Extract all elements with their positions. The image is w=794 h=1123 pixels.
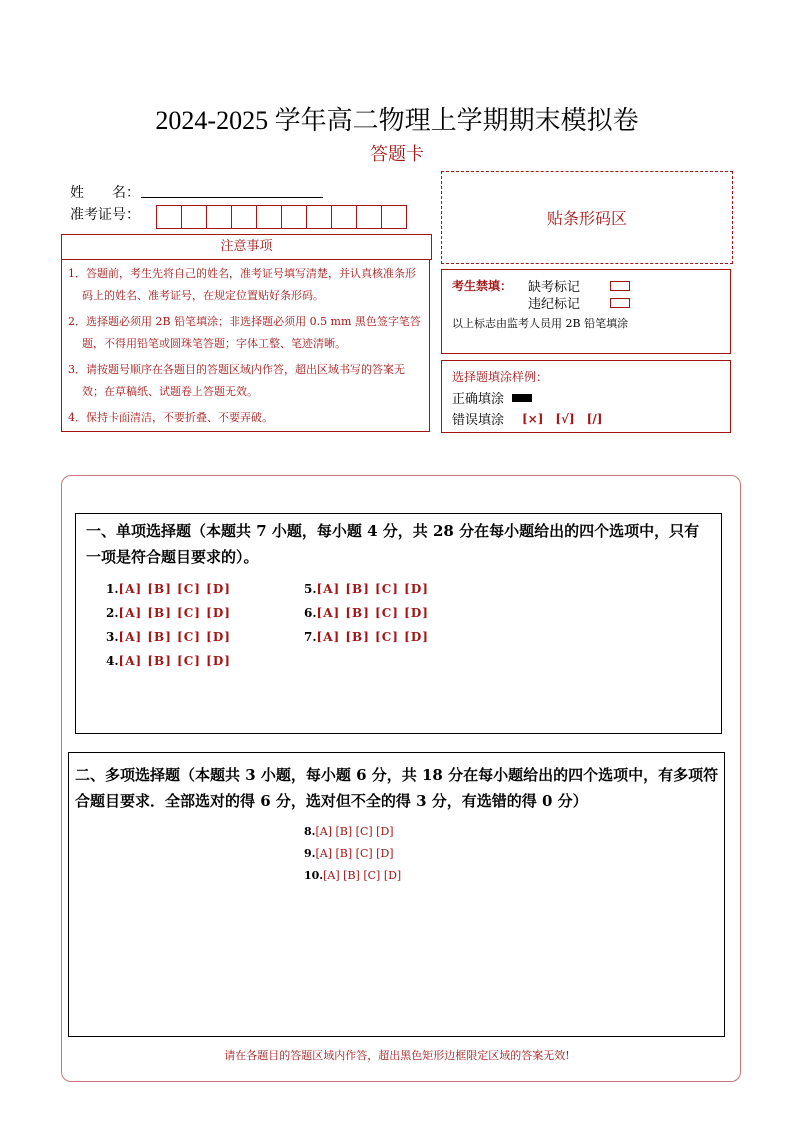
question-row[interactable]: 9.[A] [B] [C] [D]: [304, 847, 394, 860]
violation-label: 违纪标记: [528, 297, 581, 312]
forbidden-label: 考生禁填：: [452, 279, 513, 293]
barcode-area: [441, 171, 733, 264]
barcode-label: 贴条形码区: [546, 209, 627, 228]
section2-title: 二、多项选择题（本题共 3 小题，每小题 6 分，共 18 分在每小题给出的四个选项中，有多项符合题目要求．全部选对的得 6 分，选对但不全的得 3 分，有选错的得 0 分）: [75, 766, 719, 810]
name-label: 姓 名：: [70, 185, 140, 201]
id-digit-box[interactable]: [357, 206, 382, 228]
answer-options[interactable]: [A] [B] [C] [D]: [323, 869, 402, 882]
correct-fill-label: 正确填涂: [452, 392, 505, 407]
id-digit-box[interactable]: [207, 206, 232, 228]
forbidden-box: [441, 269, 731, 354]
page-title: 2024-2025 学年高二物理上学期期末模拟卷: [155, 106, 639, 135]
question-row[interactable]: 2.[A] [B] [C] [D]: [106, 606, 231, 620]
question-row[interactable]: 5.[A] [B] [C] [D]: [304, 582, 429, 596]
absent-label: 缺考标记: [528, 280, 581, 295]
section-single-choice: [75, 513, 722, 734]
page-subtitle: 答题卡: [370, 144, 424, 165]
answer-options[interactable]: [A] [B] [C] [D]: [118, 630, 231, 644]
exam-id-boxes[interactable]: [156, 205, 407, 229]
question-row[interactable]: 8.[A] [B] [C] [D]: [304, 825, 394, 838]
answer-options[interactable]: [A] [B] [C] [D]: [316, 630, 429, 644]
notice-heading: 注意事项: [61, 234, 432, 260]
section-multi-choice: [68, 752, 725, 1037]
id-digit-box[interactable]: [307, 206, 332, 228]
section1-title: 一、单项选择题（本题共 7 小题，每小题 4 分，共 28 分在每小题给出的四个选项中，只有一项是符合题目要求的）。: [86, 522, 700, 566]
answer-options[interactable]: [A] [B] [C] [D]: [118, 654, 231, 668]
id-digit-box[interactable]: [157, 206, 182, 228]
id-label: 准考证号：: [70, 207, 140, 223]
name-field[interactable]: [141, 197, 323, 198]
answer-options[interactable]: [A] [B] [C] [D]: [316, 582, 429, 596]
forbidden-note: 以上标志由监考人员用 2B 铅笔填涂: [452, 317, 629, 330]
notice-item: 3．请按题号顺序在各题目的答题区域内作答，超出区域书写的答案无效；在草稿纸、试题卷上答题无效。: [68, 363, 405, 398]
notice-list: [61, 259, 430, 432]
fill-sample-heading: 选择题填涂样例：: [452, 370, 549, 384]
notice-item: 2．选择题必须用 2B 铅笔填涂；非选择题必须用 0.5 mm 黑色签字笔答题，不得用铅笔或圆珠笔答题；字体工整、笔迹清晰。: [68, 315, 421, 350]
question-row[interactable]: 4.[A] [B] [C] [D]: [106, 654, 231, 668]
answer-options[interactable]: [A] [B] [C] [D]: [316, 606, 429, 620]
answer-options[interactable]: [A] [B] [C] [D]: [118, 606, 231, 620]
answer-options[interactable]: [A] [B] [C] [D]: [315, 847, 394, 860]
answer-options[interactable]: [A] [B] [C] [D]: [118, 582, 231, 596]
wrong-fill-label: 错误填涂: [452, 413, 505, 428]
violation-mark-box[interactable]: [610, 298, 630, 308]
answer-options[interactable]: [A] [B] [C] [D]: [315, 825, 394, 838]
absent-mark-box[interactable]: [610, 281, 630, 291]
footer-warning: 请在各题目的答题区域内作答，超出黑色矩形边框限定区域的答案无效!: [224, 1049, 570, 1062]
id-digit-box[interactable]: [232, 206, 257, 228]
id-digit-box[interactable]: [332, 206, 357, 228]
id-digit-box[interactable]: [282, 206, 307, 228]
correct-fill-sample: [512, 394, 532, 402]
id-digit-box[interactable]: [257, 206, 282, 228]
question-row[interactable]: 7.[A] [B] [C] [D]: [304, 630, 429, 644]
question-row[interactable]: 10.[A] [B] [C] [D]: [304, 869, 402, 882]
id-digit-box[interactable]: [182, 206, 207, 228]
notice-item: 1．答题前，考生先将自己的姓名，准考证号填写清楚，并认真核准条形码上的姓名、准考证号，在规定位置贴好条形码。: [68, 267, 416, 302]
question-row[interactable]: 3.[A] [B] [C] [D]: [106, 630, 231, 644]
question-row[interactable]: 1.[A] [B] [C] [D]: [106, 582, 231, 596]
fill-sample-box: [441, 360, 731, 433]
wrong-fill-marks: [×] [√] [/]: [522, 412, 603, 426]
id-digit-box[interactable]: [382, 206, 406, 228]
question-row[interactable]: 6.[A] [B] [C] [D]: [304, 606, 429, 620]
notice-item: 4．保持卡面清洁，不要折叠、不要弄破。: [68, 411, 273, 424]
